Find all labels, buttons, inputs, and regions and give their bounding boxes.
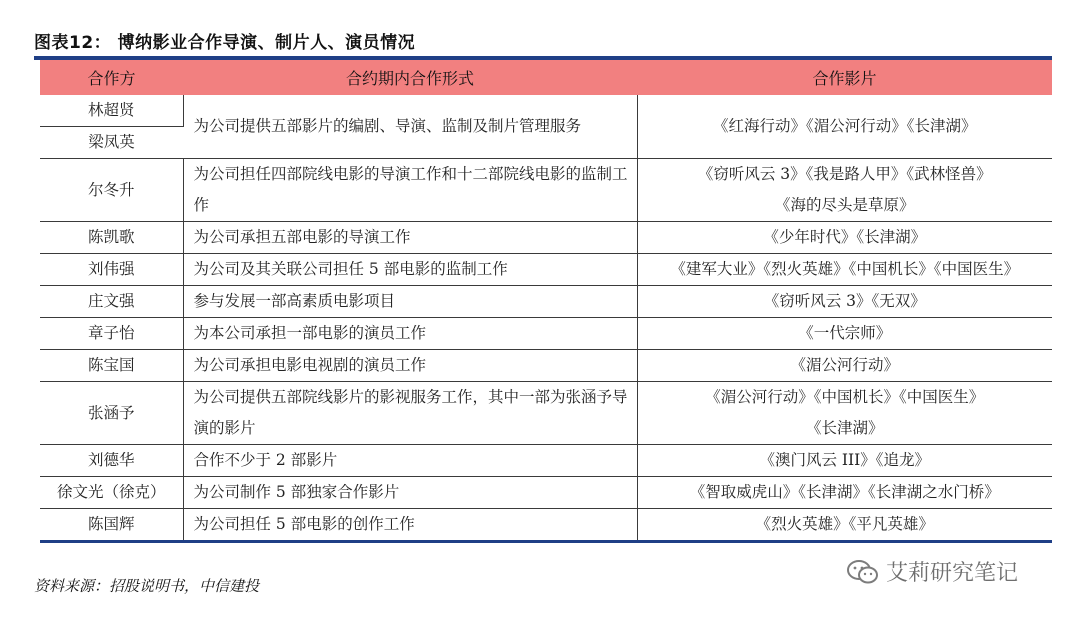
form-cell: 参与发展一部高素质电影项目 xyxy=(183,286,637,318)
films-line: 《少年时代》《长津湖》 xyxy=(763,228,927,246)
partner-cell: 章子怡 xyxy=(40,318,183,350)
films-line: 《长津湖》 xyxy=(805,419,884,437)
films-cell xyxy=(637,222,1052,254)
table-row xyxy=(40,445,1052,477)
partner-cell: 梁凤英 xyxy=(40,127,183,159)
header-partner: 合作方 xyxy=(40,60,183,95)
header-films: 合作影片 xyxy=(637,60,1052,95)
form-cell: 为公司提供五部院线影片的影视服务工作，其中一部为张涵予导演的影片 xyxy=(183,382,637,445)
films-cell xyxy=(637,509,1052,542)
header-row xyxy=(40,60,1052,95)
films-line: 《红海行动》《湄公河行动》《长津湖》 xyxy=(712,117,977,135)
films-cell xyxy=(637,318,1052,350)
films-cell xyxy=(637,254,1052,286)
form-cell: 为公司承担电影电视剧的演员工作 xyxy=(183,350,637,382)
partner-cell: 刘德华 xyxy=(40,445,183,477)
films-cell xyxy=(637,286,1052,318)
watermark xyxy=(846,556,1018,587)
films-line: 《窃听风云 3》《我是路人甲》《武林怪兽》 xyxy=(697,165,992,183)
table-row xyxy=(40,286,1052,318)
films-line: 《建军大业》《烈火英雄》《中国机长》《中国医生》 xyxy=(670,260,1020,278)
films-cell xyxy=(637,445,1052,477)
header-form: 合约期内合作形式 xyxy=(183,60,637,95)
table-row xyxy=(40,477,1052,509)
watermark-text: 艾莉研究笔记 xyxy=(886,561,1019,586)
table-row xyxy=(40,382,1052,445)
films-cell xyxy=(637,350,1052,382)
films-cell xyxy=(637,477,1052,509)
form-cell: 为公司担任 5 部电影的创作工作 xyxy=(183,509,637,542)
table-row xyxy=(40,95,1052,127)
partner-cell: 庄文强 xyxy=(40,286,183,318)
form-cell: 为公司担任四部院线电影的导演工作和十二部院线电影的监制工作 xyxy=(183,159,637,222)
films-line: 《一代宗师》 xyxy=(798,324,892,342)
partner-cell: 尔冬升 xyxy=(40,159,183,222)
table-row xyxy=(40,222,1052,254)
form-cell: 为公司承担五部电影的导演工作 xyxy=(183,222,637,254)
films-line: 《窃听风云 3》《无双》 xyxy=(763,292,926,310)
films-line: 《澳门风云 III》《追龙》 xyxy=(759,451,931,469)
films-line: 《智取威虎山》《长津湖》《长津湖之水门桥》 xyxy=(689,483,1000,501)
form-cell: 为公司及其关联公司担任 5 部电影的监制工作 xyxy=(183,254,637,286)
partner-cell: 陈宝国 xyxy=(40,350,183,382)
table-row xyxy=(40,159,1052,222)
partner-cell: 徐文光（徐克） xyxy=(40,477,183,509)
films-cell xyxy=(637,159,1052,222)
films-line: 《烈火英雄》《平凡英雄》 xyxy=(755,515,934,533)
table-row xyxy=(40,509,1052,542)
table-row xyxy=(40,350,1052,382)
form-cell: 为公司制作 5 部独家合作影片 xyxy=(183,477,637,509)
films-line: 《湄公河行动》 xyxy=(790,356,899,374)
cooperation-table xyxy=(40,60,1052,543)
partner-cell: 陈国辉 xyxy=(40,509,183,542)
wechat-icon xyxy=(846,559,880,585)
films-line: 《海的尽头是草原》 xyxy=(774,196,915,214)
films-cell xyxy=(637,95,1052,159)
films-cell xyxy=(637,382,1052,445)
partner-cell: 张涵予 xyxy=(40,382,183,445)
form-cell: 为公司提供五部影片的编剧、导演、监制及制片管理服务 xyxy=(183,95,637,159)
form-cell: 合作不少于 2 部影片 xyxy=(183,445,637,477)
partner-cell: 刘伟强 xyxy=(40,254,183,286)
table-row xyxy=(40,254,1052,286)
partner-cell: 陈凯歌 xyxy=(40,222,183,254)
table-row xyxy=(40,318,1052,350)
partner-cell: 林超贤 xyxy=(40,95,183,127)
films-line: 《湄公河行动》《中国机长》《中国医生》 xyxy=(705,388,985,406)
figure-title: 图表12： 博纳影业合作导演、制片人、演员情况 xyxy=(34,33,416,53)
form-cell: 为本公司承担一部电影的演员工作 xyxy=(183,318,637,350)
source-note: 资料来源：招股说明书，中信建投 xyxy=(34,577,260,595)
